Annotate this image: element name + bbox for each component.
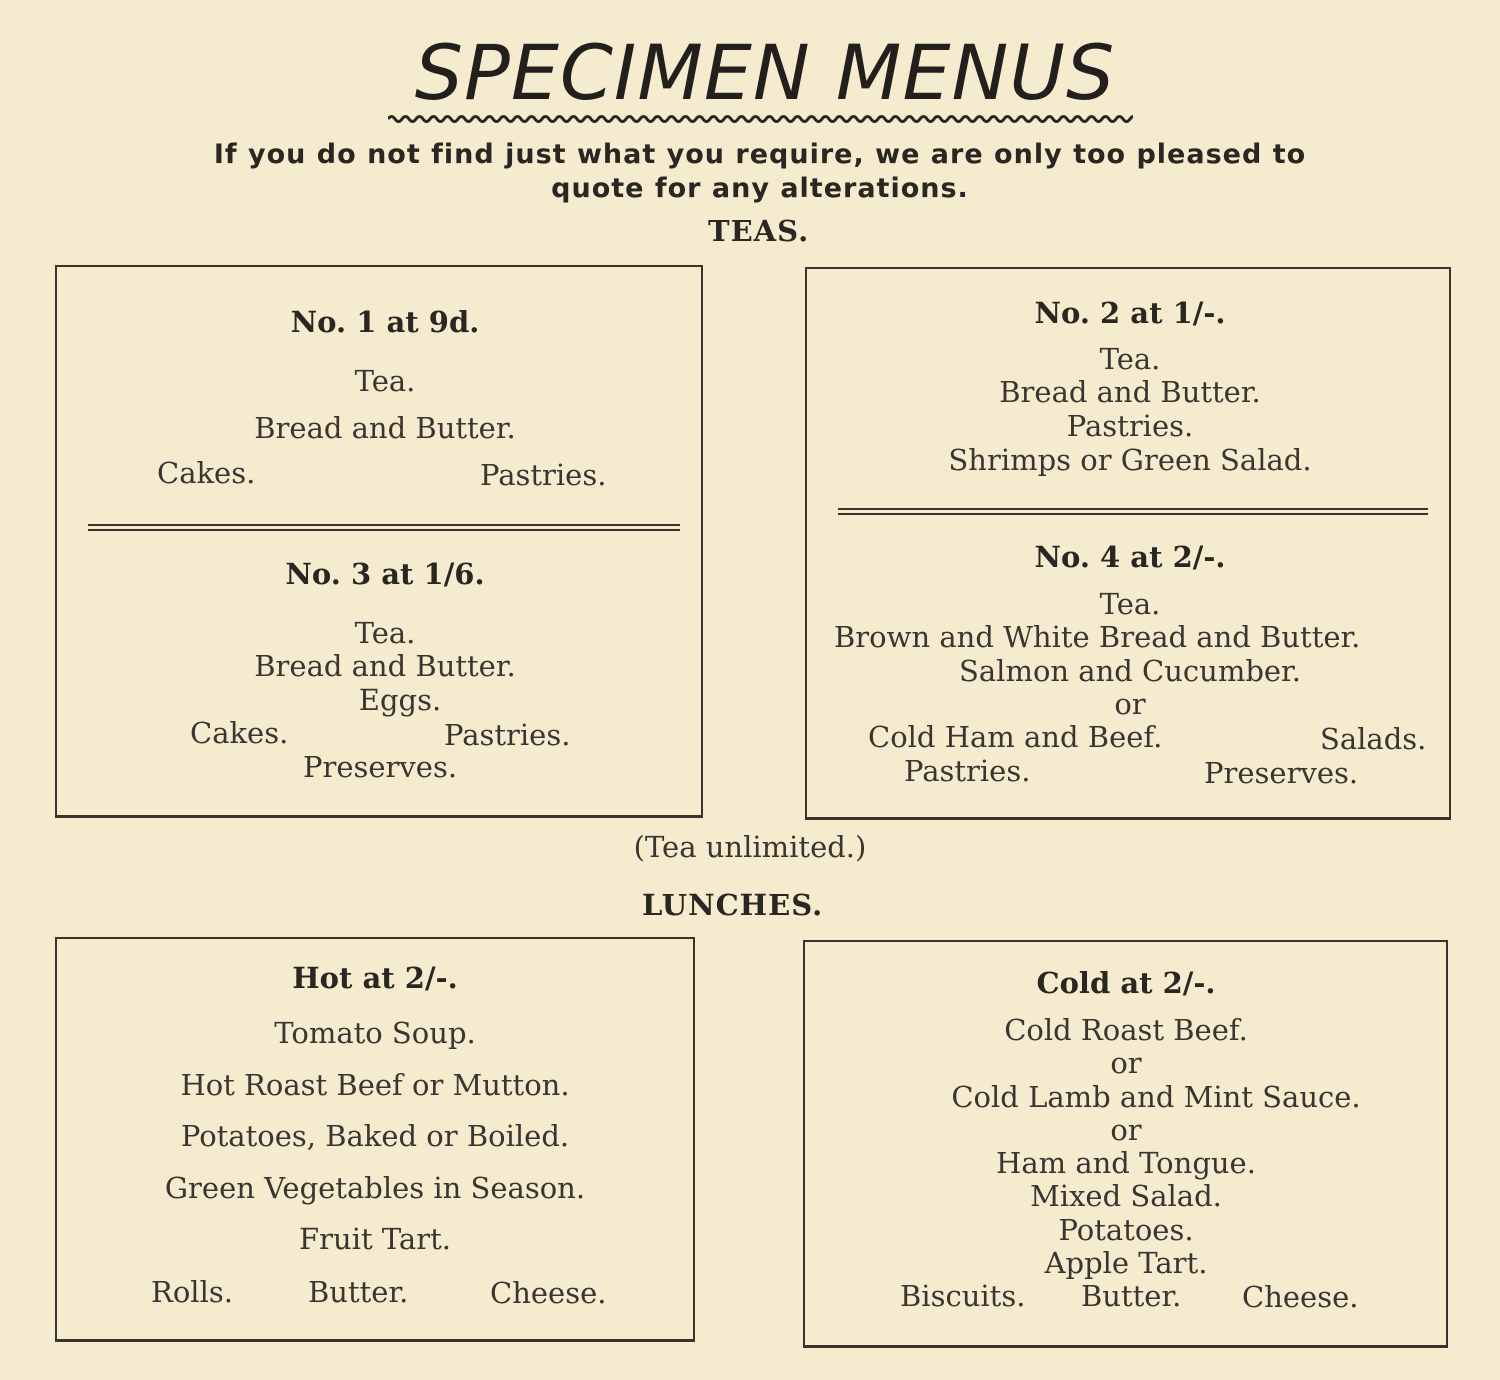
cold-lunch-heading: Cold at 2/-. — [1036, 966, 1216, 1000]
menu-3-item-preserves: Preserves. — [302, 750, 458, 784]
menu-4-item-salmon: Salmon and Cucumber. — [959, 654, 1301, 688]
menu-2-item-shrimps: Shrimps or Green Salad. — [948, 443, 1312, 477]
cold-item-biscuits: Biscuits. — [900, 1279, 1026, 1313]
lunches-heading: LUNCHES. — [642, 888, 824, 922]
menu-1-item-tea: Tea. — [354, 364, 416, 398]
teas-left-divider — [88, 524, 680, 531]
cold-item-cheese: Cheese. — [1242, 1280, 1359, 1314]
menu-2-item-bread: Bread and Butter. — [999, 375, 1261, 409]
menu-1-item-bread: Bread and Butter. — [254, 411, 516, 445]
subtitle-line-1: If you do not find just what you require, we are only too pleased to — [213, 139, 1307, 170]
hot-item-vegetables: Green Vegetables in Season. — [164, 1171, 586, 1205]
hot-item-soup: Tomato Soup. — [274, 1016, 476, 1050]
menu-4-item-preserves: Preserves. — [1204, 756, 1359, 790]
subtitle — [150, 138, 1370, 206]
menu-4-item-or: or — [1114, 687, 1146, 721]
cold-item-lamb: Cold Lamb and Mint Sauce. — [951, 1080, 1361, 1114]
wavy-underline — [388, 112, 1133, 126]
hot-lunch-heading: Hot at 2/-. — [292, 961, 458, 995]
hot-item-rolls: Rolls. — [151, 1275, 233, 1309]
page-title: SPECIMEN MENUS — [414, 28, 1116, 117]
hot-item-butter: Butter. — [308, 1275, 409, 1309]
cold-item-salad: Mixed Salad. — [1030, 1179, 1222, 1213]
teas-left-box — [55, 265, 703, 818]
cold-item-potatoes: Potatoes. — [1058, 1213, 1194, 1247]
teas-right-divider — [838, 508, 1428, 515]
cold-item-or-1: or — [1110, 1046, 1142, 1080]
menu-2-item-pastries: Pastries. — [1066, 409, 1194, 443]
menu-3-item-cakes: Cakes. — [190, 716, 289, 750]
hot-item-cheese: Cheese. — [490, 1276, 607, 1310]
tea-unlimited-note: (Tea unlimited.) — [633, 830, 867, 864]
hot-item-roast: Hot Roast Beef or Mutton. — [180, 1068, 570, 1102]
menu-3-item-eggs: Eggs. — [358, 683, 442, 717]
menu-4-item-ham: Cold Ham and Beef. — [868, 720, 1163, 754]
cold-item-beef: Cold Roast Beef. — [1004, 1013, 1248, 1047]
menu-3-item-tea: Tea. — [354, 616, 416, 650]
menu-1-heading: No. 1 at 9d. — [290, 305, 480, 339]
cold-item-tart: Apple Tart. — [1044, 1246, 1208, 1280]
menu-4-item-pastries: Pastries. — [904, 754, 1031, 788]
menu-4-item-tea: Tea. — [1099, 587, 1161, 621]
teas-heading: TEAS. — [708, 214, 810, 248]
menu-2-heading: No. 2 at 1/-. — [1034, 296, 1226, 330]
menu-2-item-tea: Tea. — [1099, 342, 1161, 376]
cold-item-ham: Ham and Tongue. — [996, 1146, 1256, 1180]
subtitle-line-2: quote for any alterations. — [551, 173, 969, 204]
menu-4-heading: No. 4 at 2/-. — [1034, 540, 1226, 574]
menu-3-item-pastries: Pastries. — [444, 718, 571, 752]
menu-1-item-pastries: Pastries. — [480, 458, 607, 492]
menu-4-item-salads: Salads. — [1320, 722, 1427, 756]
hot-item-tart: Fruit Tart. — [299, 1222, 451, 1256]
menu-1-item-cakes: Cakes. — [157, 456, 256, 490]
hot-item-potatoes: Potatoes, Baked or Boiled. — [180, 1119, 570, 1153]
cold-item-butter: Butter. — [1081, 1279, 1182, 1313]
cold-item-or-2: or — [1110, 1113, 1142, 1147]
menu-3-heading: No. 3 at 1/6. — [285, 557, 485, 591]
menu-3-item-bread: Bread and Butter. — [254, 649, 516, 683]
menu-4-item-bread: Brown and White Bread and Butter. — [834, 620, 1361, 654]
